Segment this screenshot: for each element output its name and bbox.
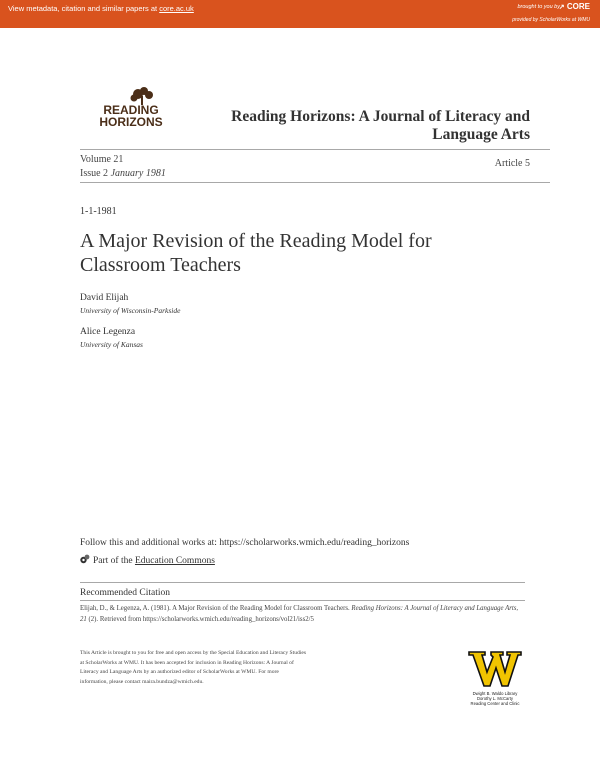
license-text: This Article is brought to you for free and open access by the Special Education and Literacy Studies at ScholarWorks at WMU. It has been accepted for inclusion in Reading Horizons: A Journal of Literacy and Language Arts by an authorized editor of ScholarWorks at WMU. For more information, please contact [80,650,307,685]
part-of-line [80,554,215,566]
volume-issue-block [80,153,166,181]
wmu-label-line-2: Dorothy L. McCarty [476,696,514,701]
provided-by-text: provided by ScholarWorks at WMU [512,17,590,23]
issue-divider [80,182,550,183]
education-commons-link[interactable]: Education Commons [134,556,215,566]
follow-line [80,538,409,548]
follow-label: Follow this and additional works at: [80,538,220,548]
core-banner [0,0,600,28]
issue-line[interactable] [80,167,166,181]
recommended-divider-top [80,582,525,583]
license-statement [80,649,308,687]
recommended-divider-bottom [80,600,525,601]
wmu-w-icon [465,648,525,690]
core-icon: ↗ [558,4,565,11]
commons-network-icon [80,554,90,564]
core-ac-uk-link[interactable]: core.ac.uk [159,4,194,13]
follow-url-link[interactable]: https://scholarworks.wmich.edu/reading_horizons [219,538,410,548]
citation-text [80,603,525,625]
banner-link-prefix: View metadata, citation and similar papers at [8,4,160,13]
author-name[interactable]: Alice Legenza [80,327,136,337]
paper-title[interactable]: A Major Revision of the Reading Model for Classroom Teachers [80,230,432,276]
issue-number: Issue 2 [80,168,109,179]
reading-horizons-logo [80,84,182,136]
author-affiliation: University of Wisconsin-Parkside [80,306,181,315]
journal-title[interactable]: Reading Horizons: A Journal of Literacy and Language Arts [231,108,530,143]
author-affiliation: University of Kansas [80,340,143,349]
logo-line-1: READING [103,103,159,117]
citation-plain: Elijah, D., & Legenza, A. (1981). A Major Revision of the Reading Model for Classroom Teachers. [80,605,352,612]
license-end: . [202,678,204,685]
citation-url-link[interactable]: https://scholarworks.wmich.edu/reading_horizons/vol21/iss2/5 [142,616,314,623]
core-logo[interactable] [559,2,590,11]
wmu-label-line-1: Dwight B. Waldo Library [472,691,518,696]
recommended-citation-heading: Recommended Citation [80,588,170,598]
brought-to-you-text: brought to you by [517,4,560,10]
wmu-label-line-3: Reading Center and Clinic [470,701,520,706]
wmu-label [459,691,531,706]
part-of-label: Part of the [93,556,135,566]
citation-tail: (2). Retrieved from [86,616,143,623]
core-logo-text: CORE [566,2,590,11]
issue-date: January 1981 [110,168,166,179]
core-metadata-link[interactable] [8,4,194,13]
volume-link[interactable]: Volume 21 [80,154,124,165]
logo-line-2: HORIZONS [99,115,163,129]
citation-journal: Reading Horizons: A Journal of Literacy and Language Arts, 21 [80,605,519,623]
contact-email-link[interactable]: maira.bundza@wmich.edu [142,678,203,685]
article-number: Article 5 [494,158,530,169]
author-name[interactable]: David Elijah [80,293,129,303]
header-divider [80,149,550,150]
publication-date: 1-1-1981 [80,206,117,217]
